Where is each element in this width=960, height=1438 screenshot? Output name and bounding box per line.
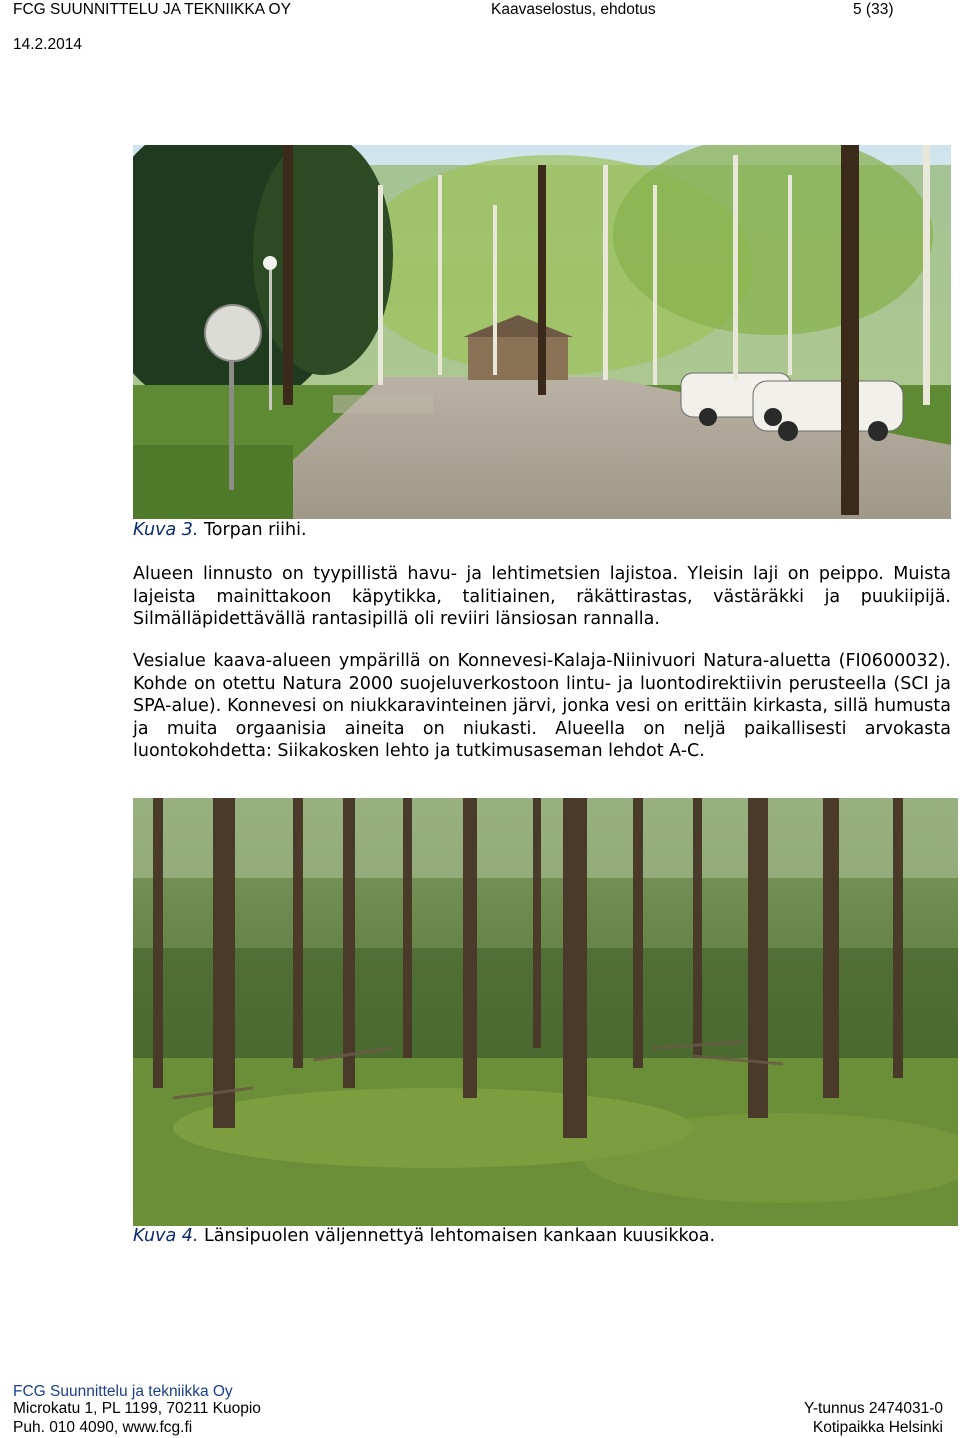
footer-business-id: Y-tunnus 2474031-0 xyxy=(803,1400,943,1417)
header-doc-title: Kaavaselostus, ehdotus xyxy=(491,1,656,18)
footer-company: FCG Suunnittelu ja tekniikka Oy xyxy=(13,1383,233,1400)
figure-3-caption xyxy=(133,520,307,540)
figure-4-caption xyxy=(133,1226,715,1246)
photo-parking-area xyxy=(133,145,951,519)
footer-domicile: Kotipaikka Helsinki xyxy=(812,1419,943,1436)
figure-3-label: Kuva 3. xyxy=(133,520,199,540)
header-company: FCG SUUNNITTELU JA TEKNIIKKA OY xyxy=(13,1,291,18)
figure-4-label: Kuva 4. xyxy=(133,1226,199,1246)
figure-4-text: Länsipuolen väljennettyä lehtomaisen kankaan kuusikkoa. xyxy=(204,1226,716,1246)
photo-spruce-forest xyxy=(133,798,958,1226)
header-date: 14.2.2014 xyxy=(13,36,82,53)
footer-phone-web: Puh. 010 4090, www.fcg.fi xyxy=(13,1419,193,1436)
paragraph-natura-area: Vesialue kaava-alueen ympärillä on Konnevesi-Kalaja-Niinivuori Natura-aluetta (FI0600032). Kohde on otettu Natura 2000 suojeluverkostoon lintu- ja luontodirektiivin perusteella (SCI ja SPA-alue). Konnevesi on niukkaravinteinen järvi, jonka vesi on erittäin kirkasta, sillä humusta ja muita orgaanisia aineita on niukasti. Alueella on neljä paikallisesti arvokasta luontokohdetta: Siikakosken lehto ja tutkimusaseman lehdot A-C. xyxy=(133,651,951,762)
paragraph-bird-fauna: Alueen linnusto on tyypillistä havu- ja lehtimetsien lajistoa. Yleisin laji on peippo. Muista lajeista mainittakoon käpytikka, talitiainen, räkättirastas, västäräkki ja puukiipijä. Silmälläpidettävällä rantasipillä oli reviiri länsiosan rannalla. xyxy=(133,564,951,630)
footer-address: Microkatu 1, PL 1199, 70211 Kuopio xyxy=(13,1400,261,1417)
header-page-number: 5 (33) xyxy=(853,1,894,18)
figure-3-text: Torpan riihi. xyxy=(204,520,307,540)
